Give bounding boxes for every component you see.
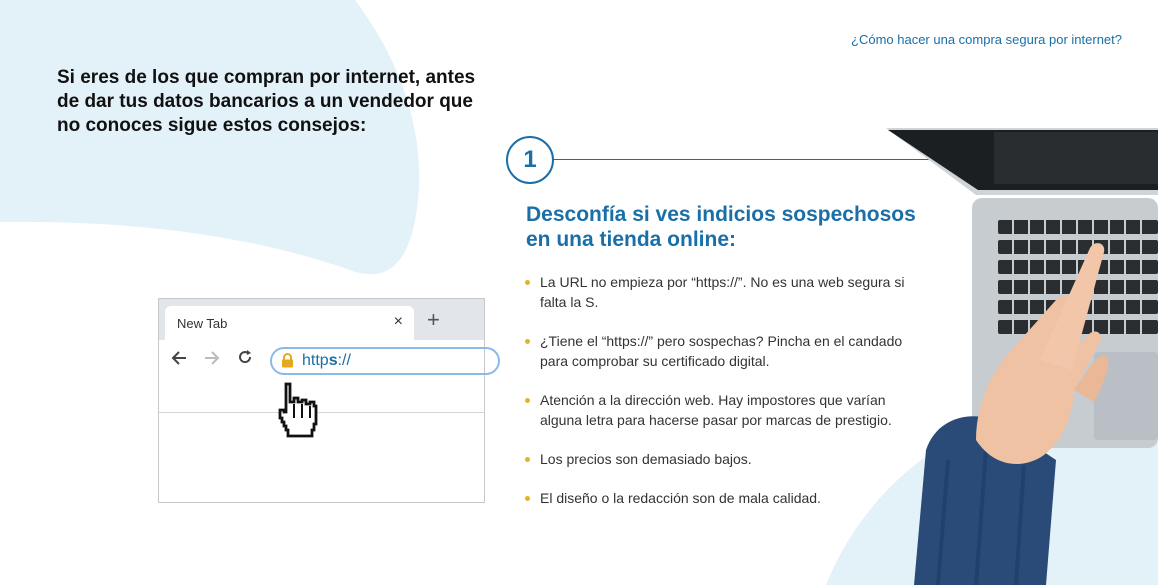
back-arrow-icon[interactable]: [171, 349, 187, 372]
browser-illustration: [158, 298, 485, 503]
step-number-badge: 1: [506, 136, 554, 184]
bullet-icon: [525, 457, 530, 462]
pointer-hand-icon: [274, 382, 326, 442]
browser-tabstrip: [159, 299, 484, 340]
url-text: https://: [302, 352, 351, 369]
new-tab-plus-icon[interactable]: +: [427, 307, 440, 332]
list-item: Los precios son demasiado bajos.: [523, 449, 913, 469]
bullet-icon: [525, 398, 530, 403]
lock-icon[interactable]: [281, 353, 294, 373]
address-bar[interactable]: [270, 347, 500, 375]
step-heading: Desconfía si ves indicios sospechosos en una tienda online:: [526, 203, 916, 251]
reload-icon[interactable]: [237, 349, 253, 371]
list-item: Atención a la dirección web. Hay impostores que varían alguna letra para hacerse pasar por marcas de prestigio.: [523, 390, 913, 430]
bullet-icon: [525, 496, 530, 501]
tab-title: New Tab: [177, 316, 228, 331]
running-header-title: ¿Cómo hacer una compra segura por internet?: [851, 32, 1122, 47]
list-item: ¿Tiene el “https://” pero sospechas? Pincha en el candado para comprobar su certificado digital.: [523, 331, 913, 371]
list-item: El diseño o la redacción son de mala calidad.: [523, 488, 913, 508]
bullet-icon: [525, 280, 530, 285]
intro-text: Si eres de los que compran por internet, antes de dar tus datos bancarios a un vendedor que no conoces sigue estos consejos:: [57, 67, 476, 136]
list-item: La URL no empieza por “https://”. No es una web segura si falta la S.: [523, 272, 913, 312]
close-icon[interactable]: ×: [393, 313, 403, 330]
bullet-icon: [525, 339, 530, 344]
browser-tab[interactable]: [165, 306, 414, 340]
forward-arrow-icon[interactable]: [204, 349, 220, 372]
browser-toolbar: [159, 340, 484, 413]
laptop-hand-illustration: [826, 120, 1158, 585]
